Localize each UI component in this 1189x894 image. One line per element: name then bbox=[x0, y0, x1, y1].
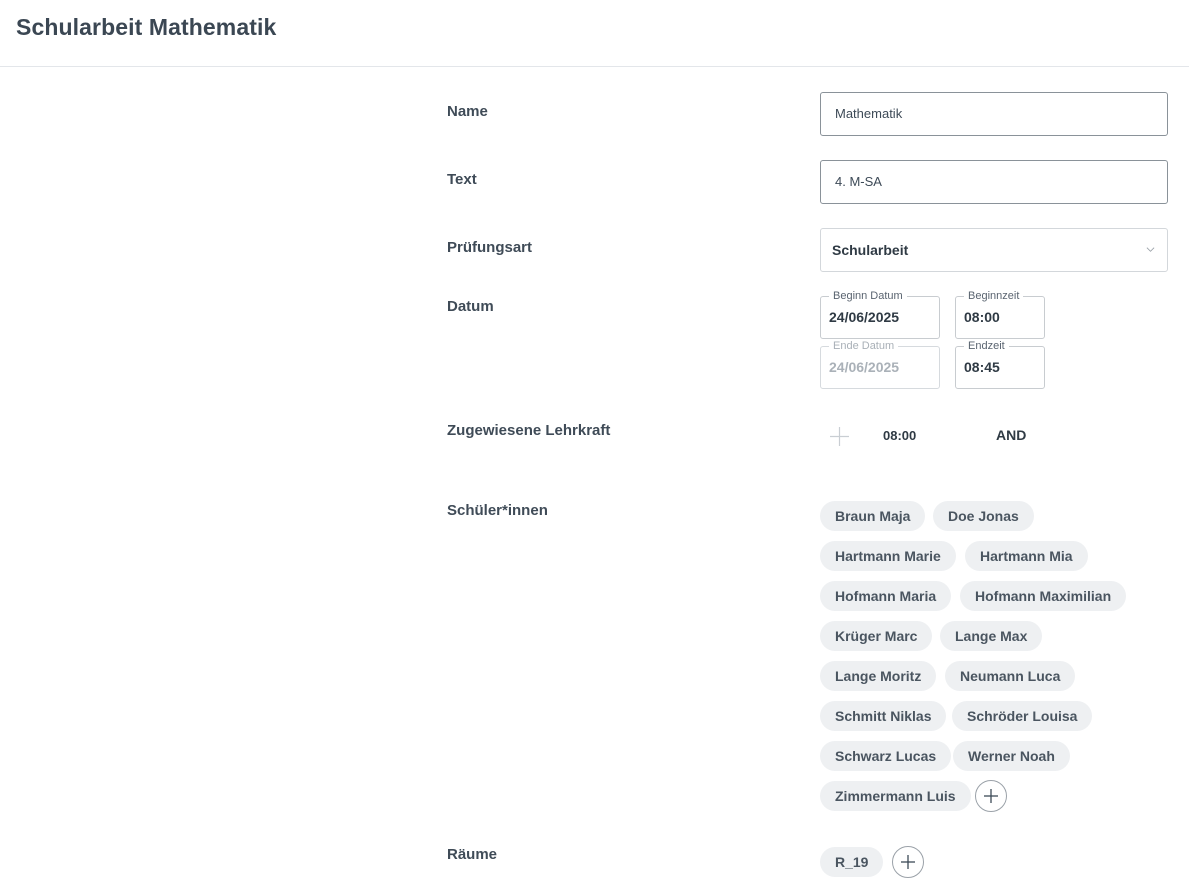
end-time-legend: Endzeit bbox=[964, 340, 1009, 352]
student-chip[interactable]: Schmitt Niklas bbox=[820, 701, 946, 731]
student-chip[interactable]: Krüger Marc bbox=[820, 621, 932, 651]
begin-date-field[interactable] bbox=[820, 290, 940, 339]
add-room-button[interactable] bbox=[892, 846, 924, 878]
end-time-value: 08:45 bbox=[964, 359, 1000, 375]
exam-type-value: Schularbeit bbox=[832, 242, 909, 258]
student-chip[interactable]: Lange Moritz bbox=[820, 661, 936, 691]
student-chip[interactable]: Schröder Louisa bbox=[952, 701, 1092, 731]
chevron-down-icon bbox=[1146, 245, 1155, 254]
page-header bbox=[0, 0, 1189, 67]
plus-icon bbox=[900, 854, 916, 870]
student-chip[interactable]: Hofmann Maximilian bbox=[960, 581, 1126, 611]
student-chip[interactable]: Lange Max bbox=[940, 621, 1042, 651]
rooms-label: Räume bbox=[447, 846, 498, 863]
text-label: Text bbox=[447, 171, 477, 188]
student-chip[interactable]: Neumann Luca bbox=[945, 661, 1075, 691]
begin-date-value: 24/06/2025 bbox=[829, 309, 900, 325]
student-chip[interactable]: Schwarz Lucas bbox=[820, 741, 951, 771]
end-time-field[interactable] bbox=[955, 340, 1045, 389]
name-label: Name bbox=[447, 103, 488, 120]
end-date-field bbox=[820, 340, 940, 389]
student-chip[interactable]: Hartmann Mia bbox=[965, 541, 1088, 571]
name-input[interactable]: Mathematik bbox=[820, 92, 1168, 136]
student-chip[interactable]: Hartmann Marie bbox=[820, 541, 956, 571]
add-teacher-plus-icon[interactable] bbox=[829, 426, 850, 447]
begin-date-legend: Beginn Datum bbox=[829, 290, 907, 302]
student-chip[interactable]: Braun Maja bbox=[820, 501, 925, 531]
student-chip[interactable]: Zimmermann Luis bbox=[820, 781, 971, 811]
text-input[interactable]: 4. M-SA bbox=[820, 160, 1168, 204]
teacher-time: 08:00 bbox=[883, 428, 917, 443]
student-chip[interactable]: Doe Jonas bbox=[933, 501, 1034, 531]
end-date-value: 24/06/2025 bbox=[829, 359, 900, 375]
room-chip[interactable]: R_19 bbox=[820, 847, 883, 877]
add-student-button[interactable] bbox=[975, 780, 1007, 812]
begin-time-field[interactable] bbox=[955, 290, 1045, 339]
student-chip[interactable]: Hofmann Maria bbox=[820, 581, 951, 611]
student-chip[interactable]: Werner Noah bbox=[953, 741, 1070, 771]
end-date-legend: Ende Datum bbox=[829, 340, 898, 352]
begin-time-legend: Beginnzeit bbox=[964, 290, 1023, 302]
page-title: Schularbeit Mathematik bbox=[16, 14, 277, 40]
plus-icon bbox=[983, 788, 999, 804]
teacher-name[interactable]: AND bbox=[996, 427, 1027, 443]
begin-time-value: 08:00 bbox=[964, 309, 1000, 325]
exam-type-select[interactable] bbox=[820, 228, 1168, 272]
date-label: Datum bbox=[447, 298, 494, 315]
exam-type-label: Prüfungsart bbox=[447, 239, 533, 256]
teacher-label: Zugewiesene Lehrkraft bbox=[447, 422, 611, 439]
students-label: Schüler*innen bbox=[447, 502, 548, 519]
